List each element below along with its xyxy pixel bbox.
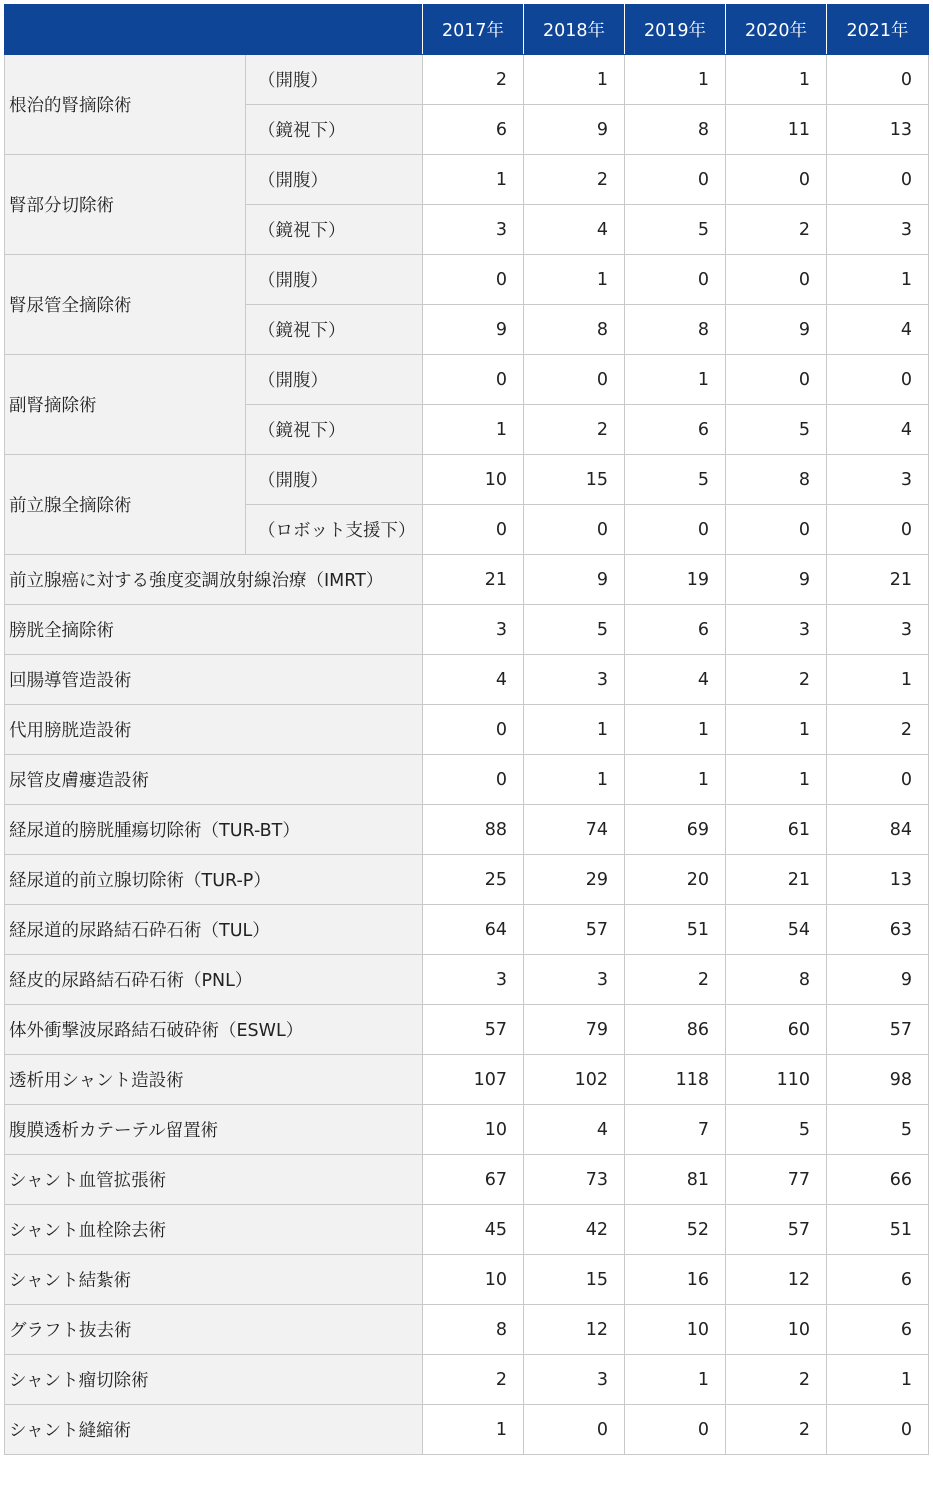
count-cell: 1: [423, 405, 524, 455]
count-cell: 0: [625, 155, 726, 205]
count-cell: 3: [423, 205, 524, 255]
count-cell: 7: [625, 1105, 726, 1155]
count-cell: 0: [423, 505, 524, 555]
count-cell: 19: [625, 555, 726, 605]
count-cell: 3: [423, 955, 524, 1005]
count-cell: 77: [726, 1155, 827, 1205]
count-cell: 57: [524, 905, 625, 955]
count-cell: 1: [423, 1405, 524, 1455]
count-cell: 1: [827, 255, 929, 305]
count-cell: 5: [625, 205, 726, 255]
procedure-label: 体外衝撃波尿路結石破砕術（ESWL）: [5, 1005, 423, 1055]
count-cell: 0: [726, 155, 827, 205]
table-row: [5, 455, 929, 505]
table-row: [5, 1055, 929, 1105]
count-cell: 29: [524, 855, 625, 905]
procedure-label: 経皮的尿路結石砕石術（PNL）: [5, 955, 423, 1005]
header-year: 2018年: [524, 5, 625, 55]
count-cell: 3: [524, 655, 625, 705]
count-cell: 0: [625, 1405, 726, 1455]
count-cell: 3: [524, 1355, 625, 1405]
count-cell: 1: [524, 705, 625, 755]
count-cell: 5: [726, 405, 827, 455]
count-cell: 8: [423, 1305, 524, 1355]
count-cell: 79: [524, 1005, 625, 1055]
count-cell: 12: [524, 1305, 625, 1355]
count-cell: 5: [625, 455, 726, 505]
count-cell: 0: [827, 755, 929, 805]
count-cell: 1: [625, 355, 726, 405]
table-row: [5, 1405, 929, 1455]
header-year: 2021年: [827, 5, 929, 55]
count-cell: 8: [625, 305, 726, 355]
count-cell: 4: [827, 305, 929, 355]
count-cell: 9: [423, 305, 524, 355]
approach-label: （鏡視下）: [246, 205, 423, 255]
count-cell: 4: [827, 405, 929, 455]
count-cell: 3: [827, 605, 929, 655]
count-cell: 2: [827, 705, 929, 755]
count-cell: 21: [827, 555, 929, 605]
count-cell: 64: [423, 905, 524, 955]
table-row: [5, 355, 929, 405]
count-cell: 0: [827, 1405, 929, 1455]
procedure-label: シャント血栓除去術: [5, 1205, 423, 1255]
table-row: [5, 555, 929, 605]
count-cell: 1: [625, 1355, 726, 1405]
count-cell: 57: [726, 1205, 827, 1255]
count-cell: 1: [625, 55, 726, 105]
header-blank-cell: [5, 5, 423, 55]
count-cell: 6: [625, 605, 726, 655]
count-cell: 10: [625, 1305, 726, 1355]
count-cell: 63: [827, 905, 929, 955]
count-cell: 1: [827, 1355, 929, 1405]
count-cell: 2: [524, 155, 625, 205]
count-cell: 102: [524, 1055, 625, 1105]
count-cell: 57: [423, 1005, 524, 1055]
count-cell: 0: [625, 255, 726, 305]
table-row: [5, 605, 929, 655]
count-cell: 86: [625, 1005, 726, 1055]
count-cell: 8: [625, 105, 726, 155]
count-cell: 9: [524, 555, 625, 605]
count-cell: 5: [827, 1105, 929, 1155]
count-cell: 10: [423, 1255, 524, 1305]
surgery-count-table: [4, 4, 929, 1455]
count-cell: 2: [423, 1355, 524, 1405]
procedure-label: 回腸導管造設術: [5, 655, 423, 705]
approach-label: （鏡視下）: [246, 105, 423, 155]
count-cell: 1: [423, 155, 524, 205]
count-cell: 9: [827, 955, 929, 1005]
procedure-label: シャント瘤切除術: [5, 1355, 423, 1405]
count-cell: 4: [423, 655, 524, 705]
count-cell: 25: [423, 855, 524, 905]
count-cell: 11: [726, 105, 827, 155]
count-cell: 118: [625, 1055, 726, 1105]
table-row: [5, 1205, 929, 1255]
count-cell: 1: [625, 755, 726, 805]
count-cell: 67: [423, 1155, 524, 1205]
count-cell: 107: [423, 1055, 524, 1105]
count-cell: 110: [726, 1055, 827, 1105]
count-cell: 1: [524, 755, 625, 805]
count-cell: 2: [726, 1405, 827, 1455]
count-cell: 13: [827, 855, 929, 905]
count-cell: 81: [625, 1155, 726, 1205]
count-cell: 51: [625, 905, 726, 955]
count-cell: 0: [423, 255, 524, 305]
approach-label: （鏡視下）: [246, 305, 423, 355]
procedure-label: 腎尿管全摘除術: [5, 255, 246, 355]
count-cell: 1: [726, 705, 827, 755]
count-cell: 10: [423, 1105, 524, 1155]
table-row: [5, 1255, 929, 1305]
count-cell: 9: [726, 305, 827, 355]
count-cell: 0: [524, 505, 625, 555]
procedure-label: 前立腺癌に対する強度変調放射線治療（IMRT）: [5, 555, 423, 605]
procedure-label: 透析用シャント造設術: [5, 1055, 423, 1105]
approach-label: （開腹）: [246, 355, 423, 405]
count-cell: 1: [625, 705, 726, 755]
count-cell: 6: [625, 405, 726, 455]
count-cell: 3: [827, 455, 929, 505]
count-cell: 3: [827, 205, 929, 255]
count-cell: 0: [625, 505, 726, 555]
table-row: [5, 805, 929, 855]
count-cell: 10: [423, 455, 524, 505]
count-cell: 0: [524, 355, 625, 405]
count-cell: 9: [524, 105, 625, 155]
count-cell: 98: [827, 1055, 929, 1105]
count-cell: 0: [726, 355, 827, 405]
count-cell: 0: [726, 505, 827, 555]
count-cell: 6: [827, 1305, 929, 1355]
table-row: [5, 155, 929, 205]
count-cell: 20: [625, 855, 726, 905]
count-cell: 12: [726, 1255, 827, 1305]
count-cell: 21: [726, 855, 827, 905]
approach-label: （ロボット支援下）: [246, 505, 423, 555]
procedure-label: 前立腺全摘除術: [5, 455, 246, 555]
table-row: [5, 55, 929, 105]
count-cell: 2: [726, 1355, 827, 1405]
count-cell: 2: [726, 655, 827, 705]
count-cell: 6: [827, 1255, 929, 1305]
procedure-label: 代用膀胱造設術: [5, 705, 423, 755]
table-row: [5, 1305, 929, 1355]
table-row: [5, 1155, 929, 1205]
procedure-label: 根治的腎摘除術: [5, 55, 246, 155]
approach-label: （開腹）: [246, 455, 423, 505]
procedure-label: 経尿道的前立腺切除術（TUR-P）: [5, 855, 423, 905]
count-cell: 9: [726, 555, 827, 605]
count-cell: 3: [524, 955, 625, 1005]
count-cell: 10: [726, 1305, 827, 1355]
count-cell: 66: [827, 1155, 929, 1205]
count-cell: 6: [423, 105, 524, 155]
count-cell: 0: [827, 355, 929, 405]
table-row: [5, 1105, 929, 1155]
count-cell: 69: [625, 805, 726, 855]
count-cell: 16: [625, 1255, 726, 1305]
count-cell: 13: [827, 105, 929, 155]
count-cell: 5: [726, 1105, 827, 1155]
header-year: 2020年: [726, 5, 827, 55]
count-cell: 0: [524, 1405, 625, 1455]
procedure-label: 腎部分切除術: [5, 155, 246, 255]
count-cell: 8: [524, 305, 625, 355]
count-cell: 42: [524, 1205, 625, 1255]
table-row: [5, 1355, 929, 1405]
count-cell: 0: [827, 155, 929, 205]
table-row: [5, 955, 929, 1005]
table-row: [5, 905, 929, 955]
approach-label: （開腹）: [246, 55, 423, 105]
count-cell: 3: [423, 605, 524, 655]
procedure-label: 副腎摘除術: [5, 355, 246, 455]
count-cell: 61: [726, 805, 827, 855]
procedure-label: シャント縫縮術: [5, 1405, 423, 1455]
count-cell: 2: [726, 205, 827, 255]
simple-rows: [5, 555, 929, 1455]
count-cell: 8: [726, 455, 827, 505]
approach-label: （鏡視下）: [246, 405, 423, 455]
count-cell: 2: [423, 55, 524, 105]
count-cell: 54: [726, 905, 827, 955]
table-row: [5, 655, 929, 705]
procedure-label: シャント結紮術: [5, 1255, 423, 1305]
procedure-label: グラフト抜去術: [5, 1305, 423, 1355]
count-cell: 5: [524, 605, 625, 655]
approach-label: （開腹）: [246, 155, 423, 205]
count-cell: 4: [625, 655, 726, 705]
count-cell: 74: [524, 805, 625, 855]
procedure-label: 腹膜透析カテーテル留置術: [5, 1105, 423, 1155]
table-row: [5, 855, 929, 905]
count-cell: 1: [726, 55, 827, 105]
count-cell: 21: [423, 555, 524, 605]
count-cell: 1: [524, 255, 625, 305]
count-cell: 73: [524, 1155, 625, 1205]
count-cell: 60: [726, 1005, 827, 1055]
count-cell: 45: [423, 1205, 524, 1255]
procedure-label: 尿管皮膚瘻造設術: [5, 755, 423, 805]
header-year: 2019年: [625, 5, 726, 55]
count-cell: 8: [726, 955, 827, 1005]
count-cell: 2: [625, 955, 726, 1005]
procedure-label: 経尿道的膀胱腫瘍切除術（TUR-BT）: [5, 805, 423, 855]
approach-label: （開腹）: [246, 255, 423, 305]
table-row: [5, 1005, 929, 1055]
count-cell: 0: [423, 755, 524, 805]
count-cell: 84: [827, 805, 929, 855]
count-cell: 15: [524, 1255, 625, 1305]
count-cell: 1: [827, 655, 929, 705]
header-year: 2017年: [423, 5, 524, 55]
count-cell: 0: [423, 355, 524, 405]
count-cell: 2: [524, 405, 625, 455]
table-row: [5, 755, 929, 805]
count-cell: 88: [423, 805, 524, 855]
table-row: [5, 255, 929, 305]
procedure-label: 経尿道的尿路結石砕石術（TUL）: [5, 905, 423, 955]
count-cell: 57: [827, 1005, 929, 1055]
table-row: [5, 705, 929, 755]
procedure-label: 膀胱全摘除術: [5, 605, 423, 655]
count-cell: 1: [726, 755, 827, 805]
count-cell: 1: [524, 55, 625, 105]
count-cell: 4: [524, 205, 625, 255]
count-cell: 52: [625, 1205, 726, 1255]
count-cell: 0: [827, 505, 929, 555]
count-cell: 0: [423, 705, 524, 755]
count-cell: 0: [726, 255, 827, 305]
count-cell: 3: [726, 605, 827, 655]
count-cell: 15: [524, 455, 625, 505]
count-cell: 4: [524, 1105, 625, 1155]
count-cell: 0: [827, 55, 929, 105]
procedure-label: シャント血管拡張術: [5, 1155, 423, 1205]
count-cell: 51: [827, 1205, 929, 1255]
header-row: [5, 5, 929, 55]
